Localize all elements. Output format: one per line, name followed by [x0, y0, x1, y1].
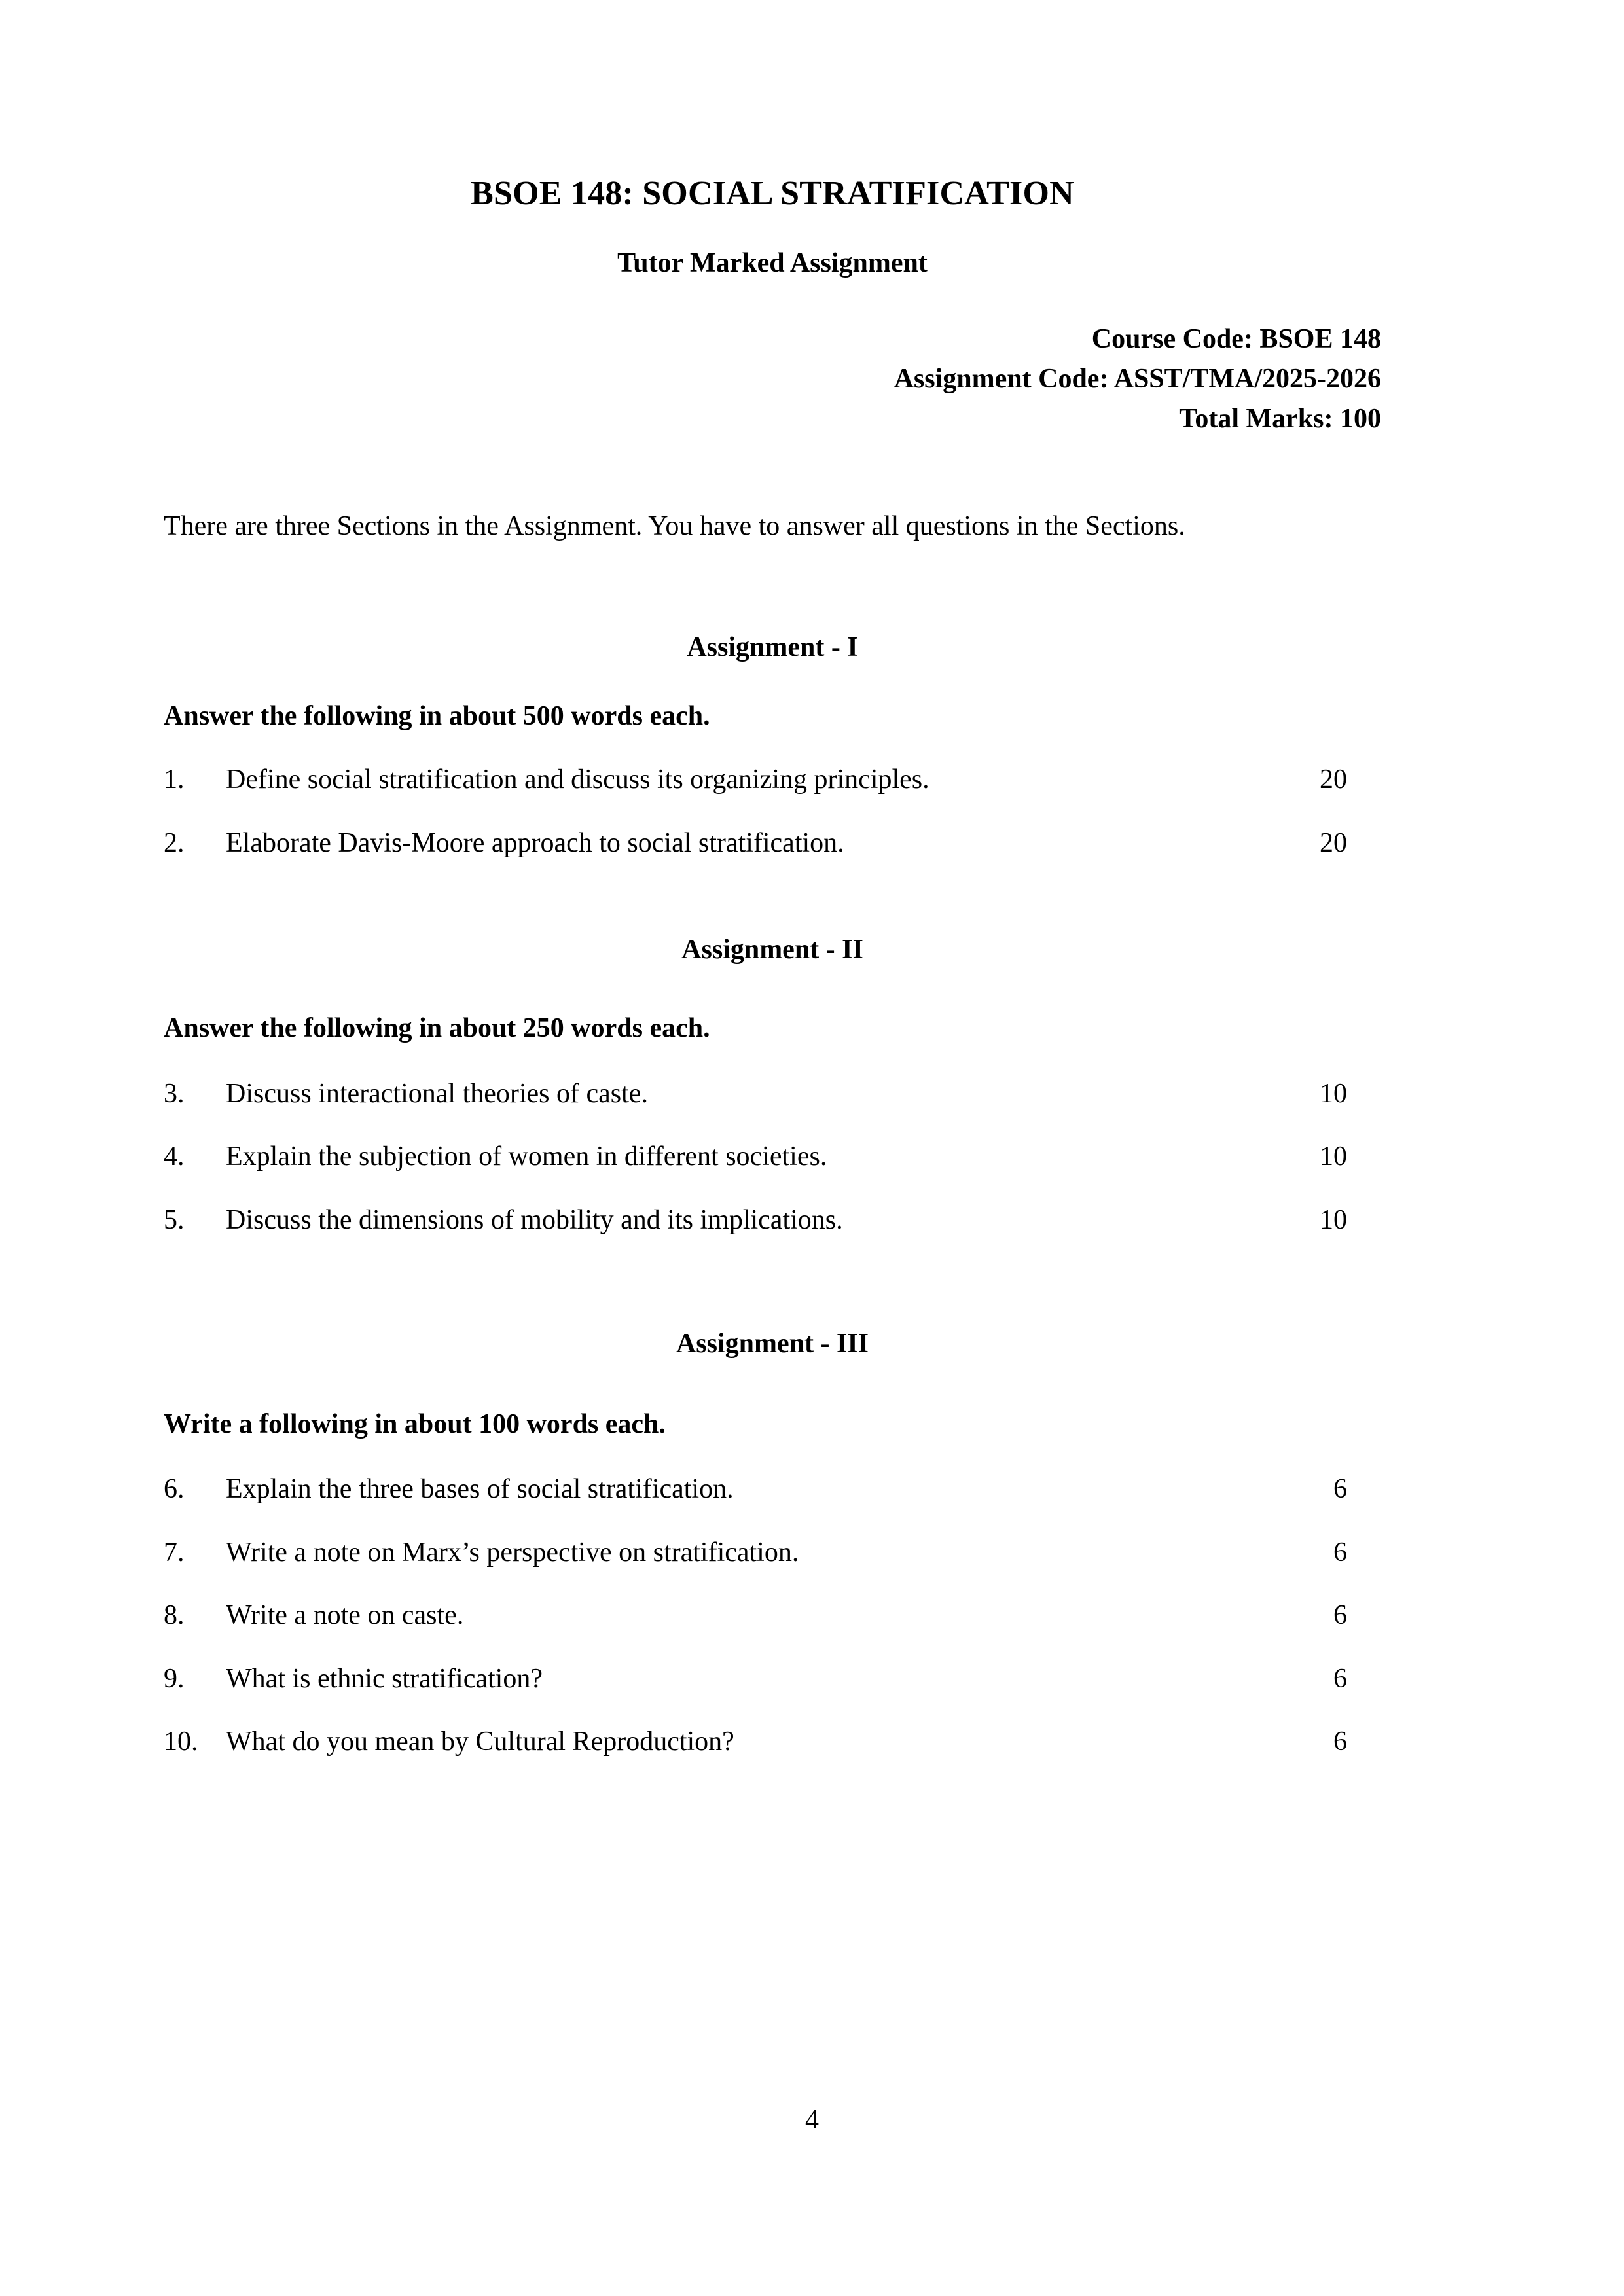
question-text: What do you mean by Cultural Reproduction? — [226, 1727, 734, 1757]
instructions-paragraph: There are three Sections in the Assignment. You have to answer all questions in the Sections. — [164, 511, 1185, 542]
question-row — [164, 1598, 1381, 1633]
question-row — [164, 1725, 1381, 1759]
question-marks: 6 — [1333, 1537, 1347, 1568]
question-list-2 — [164, 1077, 1381, 1238]
section-assignment-1 — [164, 631, 1381, 860]
question-marks: 6 — [1333, 1474, 1347, 1505]
question-row — [164, 826, 1381, 861]
question-text: Write a note on caste. — [226, 1600, 464, 1631]
question-number: 2. — [164, 827, 185, 858]
question-number: 5. — [164, 1204, 185, 1235]
question-row — [164, 1203, 1381, 1238]
section-heading-2: Assignment - II — [681, 935, 863, 965]
question-number: 1. — [164, 764, 185, 795]
question-number: 6. — [164, 1474, 185, 1505]
question-number: 9. — [164, 1663, 185, 1694]
question-row — [164, 1077, 1381, 1111]
assignment-code: Assignment Code: ASST/TMA/2025-2026 — [893, 363, 1381, 394]
question-marks: 6 — [1333, 1663, 1347, 1694]
section-instruction-1: Answer the following in about 500 words each. — [164, 700, 710, 731]
section-instruction-3: Write a following in about 100 words each. — [164, 1408, 666, 1439]
question-marks: 20 — [1320, 827, 1347, 858]
question-number: 4. — [164, 1141, 185, 1172]
total-marks: Total Marks: 100 — [1179, 403, 1381, 434]
document-content — [164, 0, 1381, 1759]
section-assignment-2 — [164, 933, 1381, 1237]
question-marks: 6 — [1333, 1600, 1347, 1631]
question-row — [164, 762, 1381, 797]
question-text: Discuss the dimensions of mobility and its implications. — [226, 1204, 843, 1235]
question-text: Define social stratification and discuss its organizing principles. — [226, 764, 929, 795]
document-subtitle: Tutor Marked Assignment — [617, 248, 928, 279]
question-marks: 10 — [1320, 1204, 1347, 1235]
question-text: What is ethnic stratification? — [226, 1663, 543, 1694]
question-list-3 — [164, 1472, 1381, 1759]
question-text: Write a note on Marx’s perspective on stratification. — [226, 1537, 799, 1568]
question-number: 7. — [164, 1537, 185, 1568]
question-text: Explain the subjection of women in different societies. — [226, 1141, 827, 1172]
course-code: Course Code: BSOE 148 — [1091, 323, 1381, 354]
question-marks: 10 — [1320, 1141, 1347, 1172]
section-assignment-3 — [164, 1327, 1381, 1759]
question-row — [164, 1472, 1381, 1507]
question-text: Discuss interactional theories of caste. — [226, 1078, 648, 1109]
page-number: 4 — [805, 2105, 819, 2135]
question-text: Explain the three bases of social stratification. — [226, 1474, 734, 1505]
assignment-meta-block — [164, 319, 1381, 439]
question-marks: 6 — [1333, 1727, 1347, 1757]
document-title: BSOE 148: SOCIAL STRATIFICATION — [471, 175, 1074, 212]
question-number: 3. — [164, 1078, 185, 1109]
question-row — [164, 1535, 1381, 1570]
question-marks: 20 — [1320, 764, 1347, 795]
question-row — [164, 1662, 1381, 1696]
question-text: Elaborate Davis-Moore approach to social stratification. — [226, 827, 844, 858]
question-row — [164, 1139, 1381, 1174]
question-number: 8. — [164, 1600, 185, 1631]
question-list-1 — [164, 762, 1381, 860]
section-heading-1: Assignment - I — [687, 632, 858, 663]
section-heading-3: Assignment - III — [676, 1329, 869, 1359]
question-number: 10. — [164, 1727, 198, 1757]
question-marks: 10 — [1320, 1078, 1347, 1109]
section-instruction-2: Answer the following in about 250 words each. — [164, 1013, 710, 1044]
